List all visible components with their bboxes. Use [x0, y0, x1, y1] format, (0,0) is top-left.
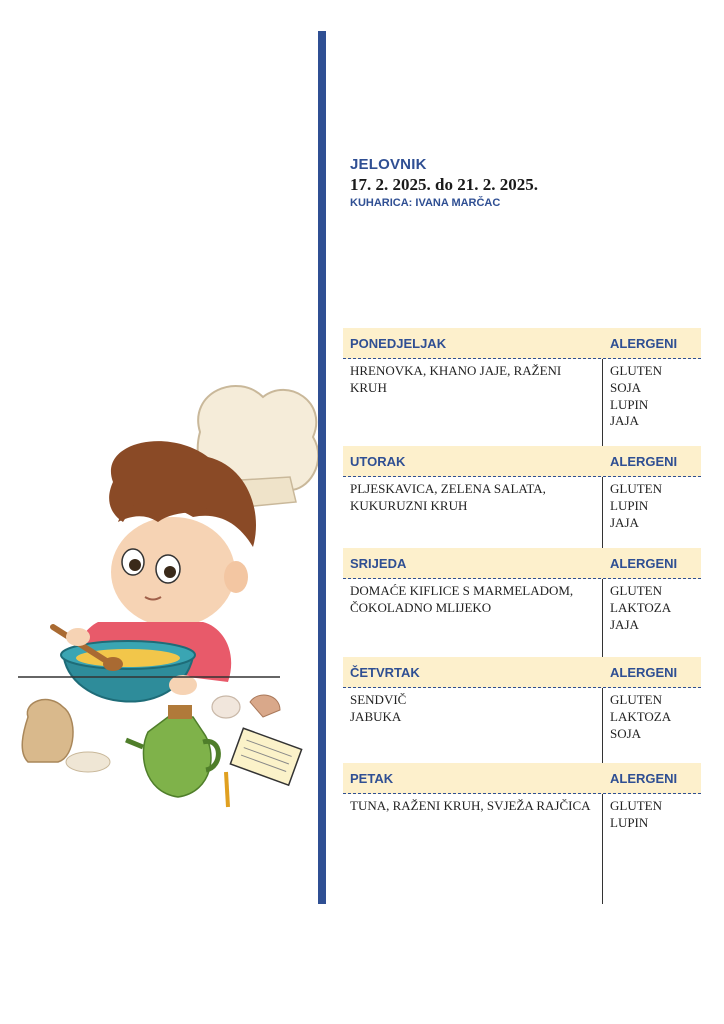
allergen-item: JAJA [610, 514, 639, 530]
allergen-list [610, 798, 701, 832]
day-name: PETAK [350, 770, 394, 786]
allergen-item: GLUTEN [610, 481, 662, 496]
day-block-monday [343, 328, 701, 446]
allergen-header: ALERGENI [610, 770, 678, 786]
day-header-row [343, 763, 701, 794]
day-header-row [343, 328, 701, 359]
dish-description: SENDVIČ JABUKA [350, 692, 407, 724]
day-block-friday [343, 763, 701, 858]
allergen-item: GLUTEN [610, 692, 662, 707]
dish-description: HRENOVKA, KHANO JAJE, RAŽENI KRUH [350, 363, 562, 395]
cook-name: KUHARICA: IVANA MARČAC [350, 197, 501, 209]
day-header-row [343, 657, 701, 688]
day-block-tuesday [343, 446, 701, 548]
allergen-list [610, 583, 701, 633]
day-name: UTORAK [350, 453, 406, 469]
allergen-item: LAKTOZA [610, 708, 672, 724]
allergen-header: ALERGENI [610, 555, 678, 571]
allergen-header: ALERGENI [610, 664, 678, 680]
allergen-item: LUPIN [610, 497, 649, 513]
allergen-item: SOJA [610, 725, 642, 741]
allergen-header: ALERGENI [610, 335, 678, 351]
day-name: ČETVRTAK [350, 664, 420, 680]
allergen-list [610, 692, 701, 742]
allergen-item: LAKTOZA [610, 599, 672, 615]
day-name: SRIJEDA [350, 555, 407, 571]
allergen-header: ALERGENI [610, 453, 678, 469]
allergen-item: JAJA [610, 616, 639, 632]
day-header-row [343, 548, 701, 579]
allergen-item: GLUTEN [610, 363, 662, 378]
allergen-item: GLUTEN [610, 798, 662, 813]
allergen-list [610, 363, 701, 430]
menu-table [343, 328, 701, 858]
allergen-item: LUPIN [610, 396, 649, 412]
day-block-wednesday [343, 548, 701, 657]
allergen-item: JAJA [610, 413, 639, 429]
allergen-item: SOJA [610, 379, 642, 395]
dish-description: PLJESKAVICA, ZELENA SALATA, KUKURUZNI KRUH [350, 481, 546, 513]
page-title: JELOVNIK [350, 156, 427, 173]
day-block-thursday [343, 657, 701, 763]
allergen-list [610, 481, 701, 531]
vertical-divider-bar [318, 31, 326, 904]
dish-description: DOMAĆE KIFLICE S MARMELADOM, ČOKOLADNO MLIJEKO [350, 583, 574, 615]
allergen-item: GLUTEN [610, 583, 662, 598]
day-name: PONEDJELJAK [350, 335, 447, 351]
allergen-item: LUPIN [610, 814, 649, 830]
menu-header [350, 156, 538, 209]
date-range: 17. 2. 2025. do 21. 2. 2025. [350, 175, 538, 194]
child-chef-illustration [18, 372, 318, 822]
day-header-row [343, 446, 701, 477]
dish-description: TUNA, RAŽENI KRUH, SVJEŽA RAJČICA [350, 798, 591, 813]
